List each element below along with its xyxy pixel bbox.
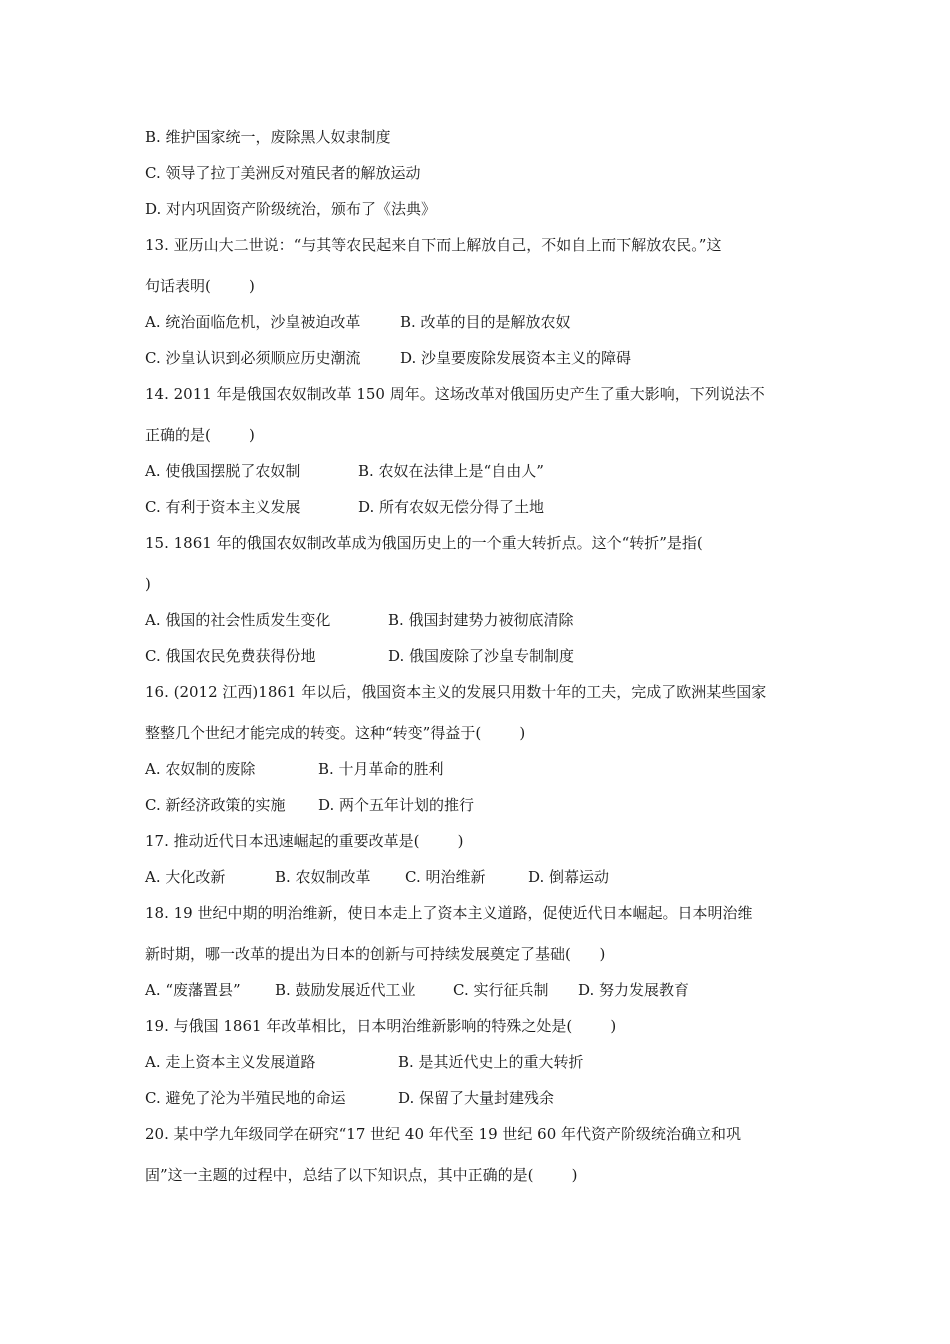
q18-stem-line1: 18. 19 世纪中期的明治维新，使日本走上了资本主义道路，促使近代日本崛起。日本明治维 <box>145 904 753 922</box>
q15-stem-line2: ) <box>145 575 151 593</box>
q14-option-c: C. 有利于资本主义发展 <box>145 498 301 516</box>
q12-option-b: B. 维护国家统一，废除黑人奴隶制度 <box>145 128 391 146</box>
q16-stem-line1: 16. (2012 江西)1861 年以后，俄国资本主义的发展只用数十年的工夫，完成了欧洲某些国家 <box>145 683 767 701</box>
q15-option-c: C. 俄国农民免费获得份地 <box>145 647 316 665</box>
q17-option-d: D. 倒幕运动 <box>528 868 610 886</box>
q14-option-b: B. 农奴在法律上是“自由人” <box>358 462 544 480</box>
q14-option-d: D. 所有农奴无偿分得了土地 <box>358 498 545 516</box>
q14-option-a: A. 使俄国摆脱了农奴制 <box>145 462 301 480</box>
q18-option-b: B. 鼓励发展近代工业 <box>275 981 416 999</box>
q15-option-d: D. 俄国废除了沙皇专制制度 <box>388 647 575 665</box>
q20-stem-line2: 固”这一主题的过程中，总结了以下知识点，其中正确的是( ) <box>145 1166 578 1184</box>
q13-stem-line2: 句话表明( ) <box>145 277 255 295</box>
q14-stem-line2: 正确的是( ) <box>145 426 255 444</box>
q19-option-c: C. 避免了沦为半殖民地的命运 <box>145 1089 346 1107</box>
q13-option-c: C. 沙皇认识到必须顺应历史潮流 <box>145 349 361 367</box>
q15-option-b: B. 俄国封建势力被彻底清除 <box>388 611 574 629</box>
q13-option-b: B. 改革的目的是解放农奴 <box>400 313 571 331</box>
q17-option-b: B. 农奴制改革 <box>275 868 371 886</box>
q15-stem-line1: 15. 1861 年的俄国农奴制改革成为俄国历史上的一个重大转折点。这个“转折”是指( <box>145 534 703 552</box>
q14-stem-line1: 14. 2011 年是俄国农奴制改革 150 周年。这场改革对俄国历史产生了重大影响，下列说法不 <box>145 385 765 403</box>
q18-stem-line2: 新时期，哪一改革的提出为日本的创新与可持续发展奠定了基础( ) <box>145 945 606 963</box>
q16-option-d: D. 两个五年计划的推行 <box>318 796 475 814</box>
q19-stem: 19. 与俄国 1861 年改革相比，日本明治维新影响的特殊之处是( ) <box>145 1017 617 1035</box>
q13-option-a: A. 统治面临危机，沙皇被迫改革 <box>145 313 361 331</box>
q12-option-d: D. 对内巩固资产阶级统治，颁布了《法典》 <box>145 200 437 218</box>
q16-stem-line2: 整整几个世纪才能完成的转变。这种“转变”得益于( ) <box>145 724 526 742</box>
q16-option-a: A. 农奴制的废除 <box>145 760 256 778</box>
q18-option-c: C. 实行征兵制 <box>453 981 549 999</box>
q18-option-d: D. 努力发展教育 <box>578 981 690 999</box>
q19-option-b: B. 是其近代史上的重大转折 <box>398 1053 584 1071</box>
q20-stem-line1: 20. 某中学九年级同学在研究“17 世纪 40 年代至 19 世纪 60 年代资产阶级统治确立和巩 <box>145 1125 742 1143</box>
q13-option-d: D. 沙皇要废除发展资本主义的障碍 <box>400 349 632 367</box>
q16-option-c: C. 新经济政策的实施 <box>145 796 286 814</box>
q19-option-d: D. 保留了大量封建残余 <box>398 1089 555 1107</box>
q16-option-b: B. 十月革命的胜利 <box>318 760 444 778</box>
q15-option-a: A. 俄国的社会性质发生变化 <box>145 611 331 629</box>
q17-stem: 17. 推动近代日本迅速崛起的重要改革是( ) <box>145 832 464 850</box>
q13-stem-line1: 13. 亚历山大二世说：“与其等农民起来自下而上解放自己，不如自上而下解放农民。”这 <box>145 236 722 254</box>
q18-option-a: A. “废藩置县” <box>145 981 241 999</box>
q17-option-a: A. 大化改新 <box>145 868 226 886</box>
q12-option-c: C. 领导了拉丁美洲反对殖民者的解放运动 <box>145 164 421 182</box>
q17-option-c: C. 明治维新 <box>405 868 486 886</box>
q19-option-a: A. 走上资本主义发展道路 <box>145 1053 316 1071</box>
